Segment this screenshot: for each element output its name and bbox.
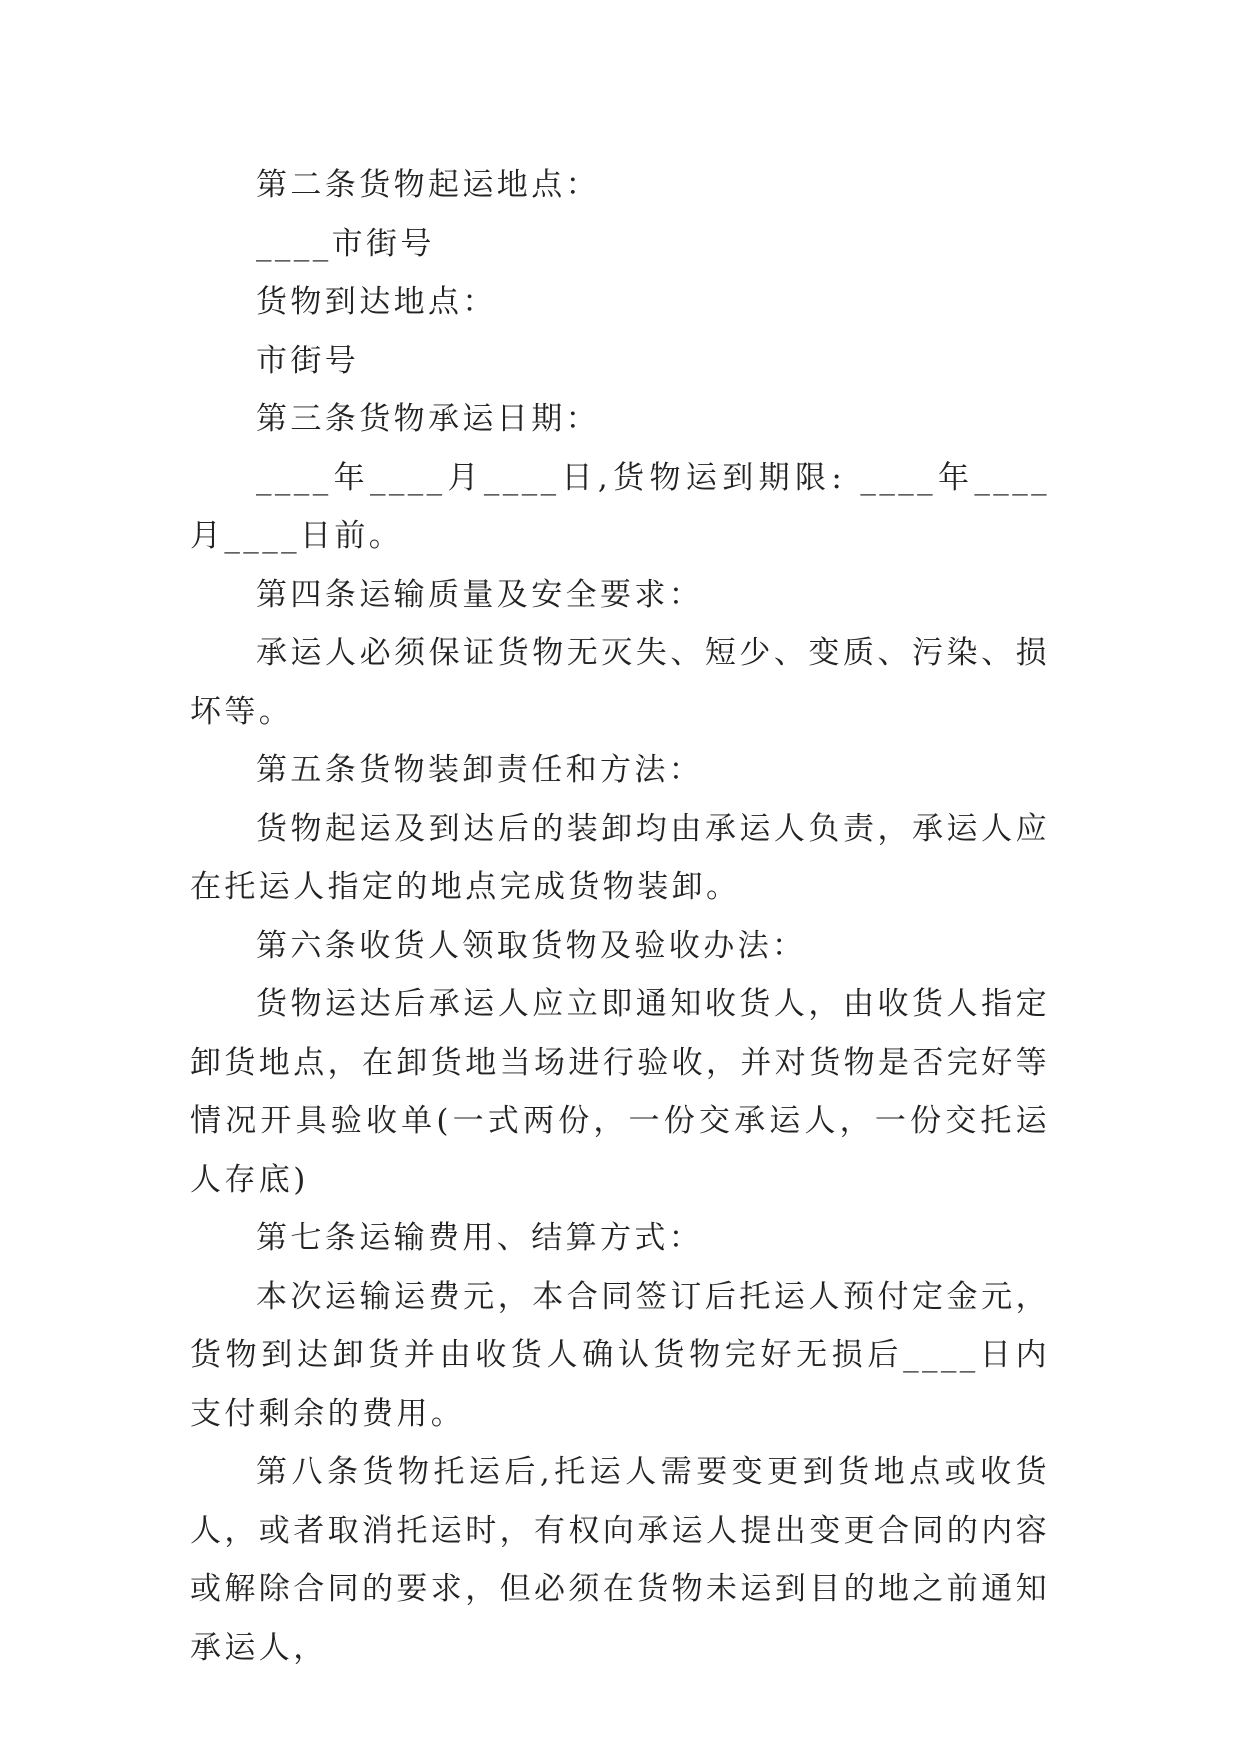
document-body — [190, 156, 1050, 1677]
clause-4-body: 承运人必须保证货物无灭失、短少、变质、污染、损坏等。 — [190, 635, 1050, 730]
clause-4-heading: 第四条运输质量及安全要求： — [256, 576, 704, 613]
clause-2-heading: 第二条货物起运地点： — [256, 167, 600, 203]
clause-5-heading: 第五条货物装卸责任和方法： — [256, 752, 704, 788]
clause-5-body: 货物起运及到达后的装卸均由承运人负责，承运人应在托运人指定的地点完成货物装卸。 — [190, 810, 1050, 905]
clause-8-body: 第八条货物托运后,托运人需要变更到货地点或收货人，或者取消托运时，有权向承运人提出变更合同的内容或解除合同的要求，但必须在货物未运到目的地之前通知承运人， — [190, 1454, 1050, 1666]
clause-7-heading: 第七条运输费用、结算方式： — [256, 1220, 704, 1256]
destination-heading: 货物到达地点： — [256, 284, 497, 320]
clause-3-dates: ____年____月____日,货物运到期限: ____年____月____日前。 — [190, 459, 1050, 554]
clause-7-body: 本次运输运费元，本合同签订后托运人预付定金元，货物到达卸货并由收货人确认货物完好无损后____日内支付剩余的费用。 — [190, 1278, 1050, 1432]
clause-6-body: 货物运达后承运人应立即通知收货人，由收货人指定卸货地点，在卸货地当场进行验收，并对货物是否完好等情况开具验收单(一式两份，一份交承运人，一份交托运人存底) — [190, 986, 1050, 1198]
destination-address: 市街号 — [256, 342, 360, 379]
origin-address: ____市街号 — [256, 225, 435, 262]
clause-3-heading: 第三条货物承运日期： — [256, 401, 600, 437]
clause-6-heading: 第六条收货人领取货物及验收办法： — [256, 927, 807, 964]
